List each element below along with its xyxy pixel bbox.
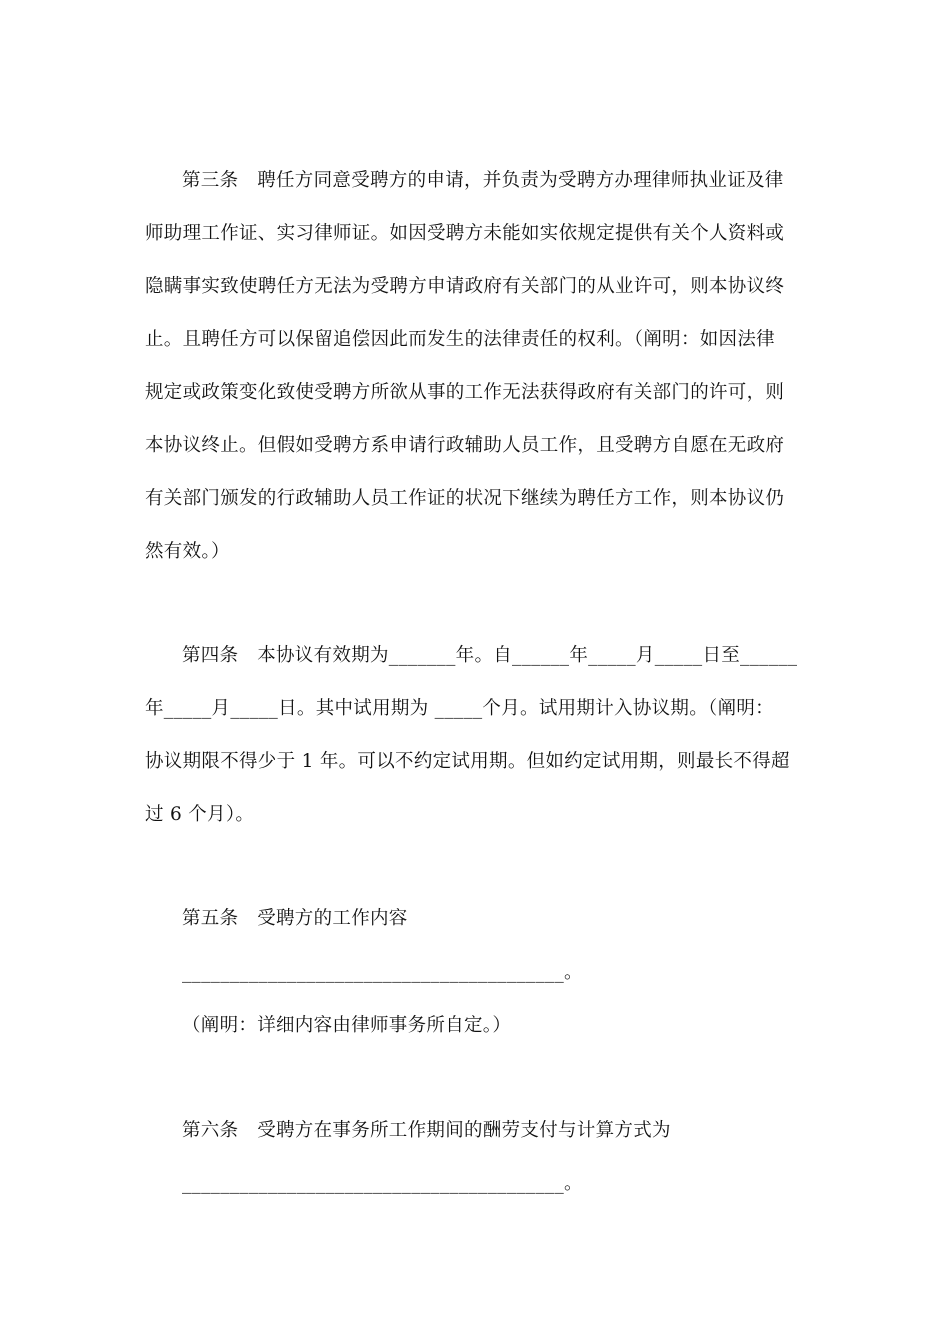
article-3-line: 师助理工作证、实习律师证。如因受聘方未能如实依规定提供有关个人资料或: [145, 223, 785, 244]
article-5-note: （阐明：详细内容由律师事务所自定。）: [182, 1015, 512, 1036]
article-3-line: 止。且聘任方可以保留追偿因此而发生的法律责任的权利。（阐明：如因法律: [145, 329, 775, 350]
article-3-line: 有关部门颁发的行政辅助人员工作证的状况下继续为聘任方工作，则本协议仍: [145, 488, 785, 509]
article-3-line: 第三条 聘任方同意受聘方的申请，并负责为受聘方办理律师执业证及律: [182, 170, 784, 191]
article-4-line: 协议期限不得少于 1 年。可以不约定试用期。但如约定试用期，则最长不得超: [145, 751, 790, 772]
article-3-line: 规定或政策变化致使受聘方所欲从事的工作无法获得政府有关部门的许可，则: [145, 382, 785, 403]
article-6-blank: ________________________________________。: [182, 1173, 583, 1194]
article-4-line: 第四条 本协议有效期为_______年。自______年_____月_____日至______: [182, 645, 798, 666]
article-5-title: 第五条 受聘方的工作内容: [182, 908, 408, 929]
article-3-line: 隐瞒事实致使聘任方无法为受聘方申请政府有关部门的从业许可，则本协议终: [145, 276, 785, 297]
article-6-title: 第六条 受聘方在事务所工作期间的酬劳支付与计算方式为: [182, 1120, 671, 1141]
article-4-line: 年_____月_____日。其中试用期为 _____个月。试用期计入协议期。（阐明：: [145, 698, 774, 719]
article-3-line: 本协议终止。但假如受聘方系申请行政辅助人员工作，且受聘方自愿在无政府: [145, 435, 785, 456]
article-5-blank: ________________________________________。: [182, 962, 583, 983]
article-4-line: 过 6 个月）。: [145, 804, 255, 825]
article-3-line: 然有效。）: [145, 541, 230, 562]
